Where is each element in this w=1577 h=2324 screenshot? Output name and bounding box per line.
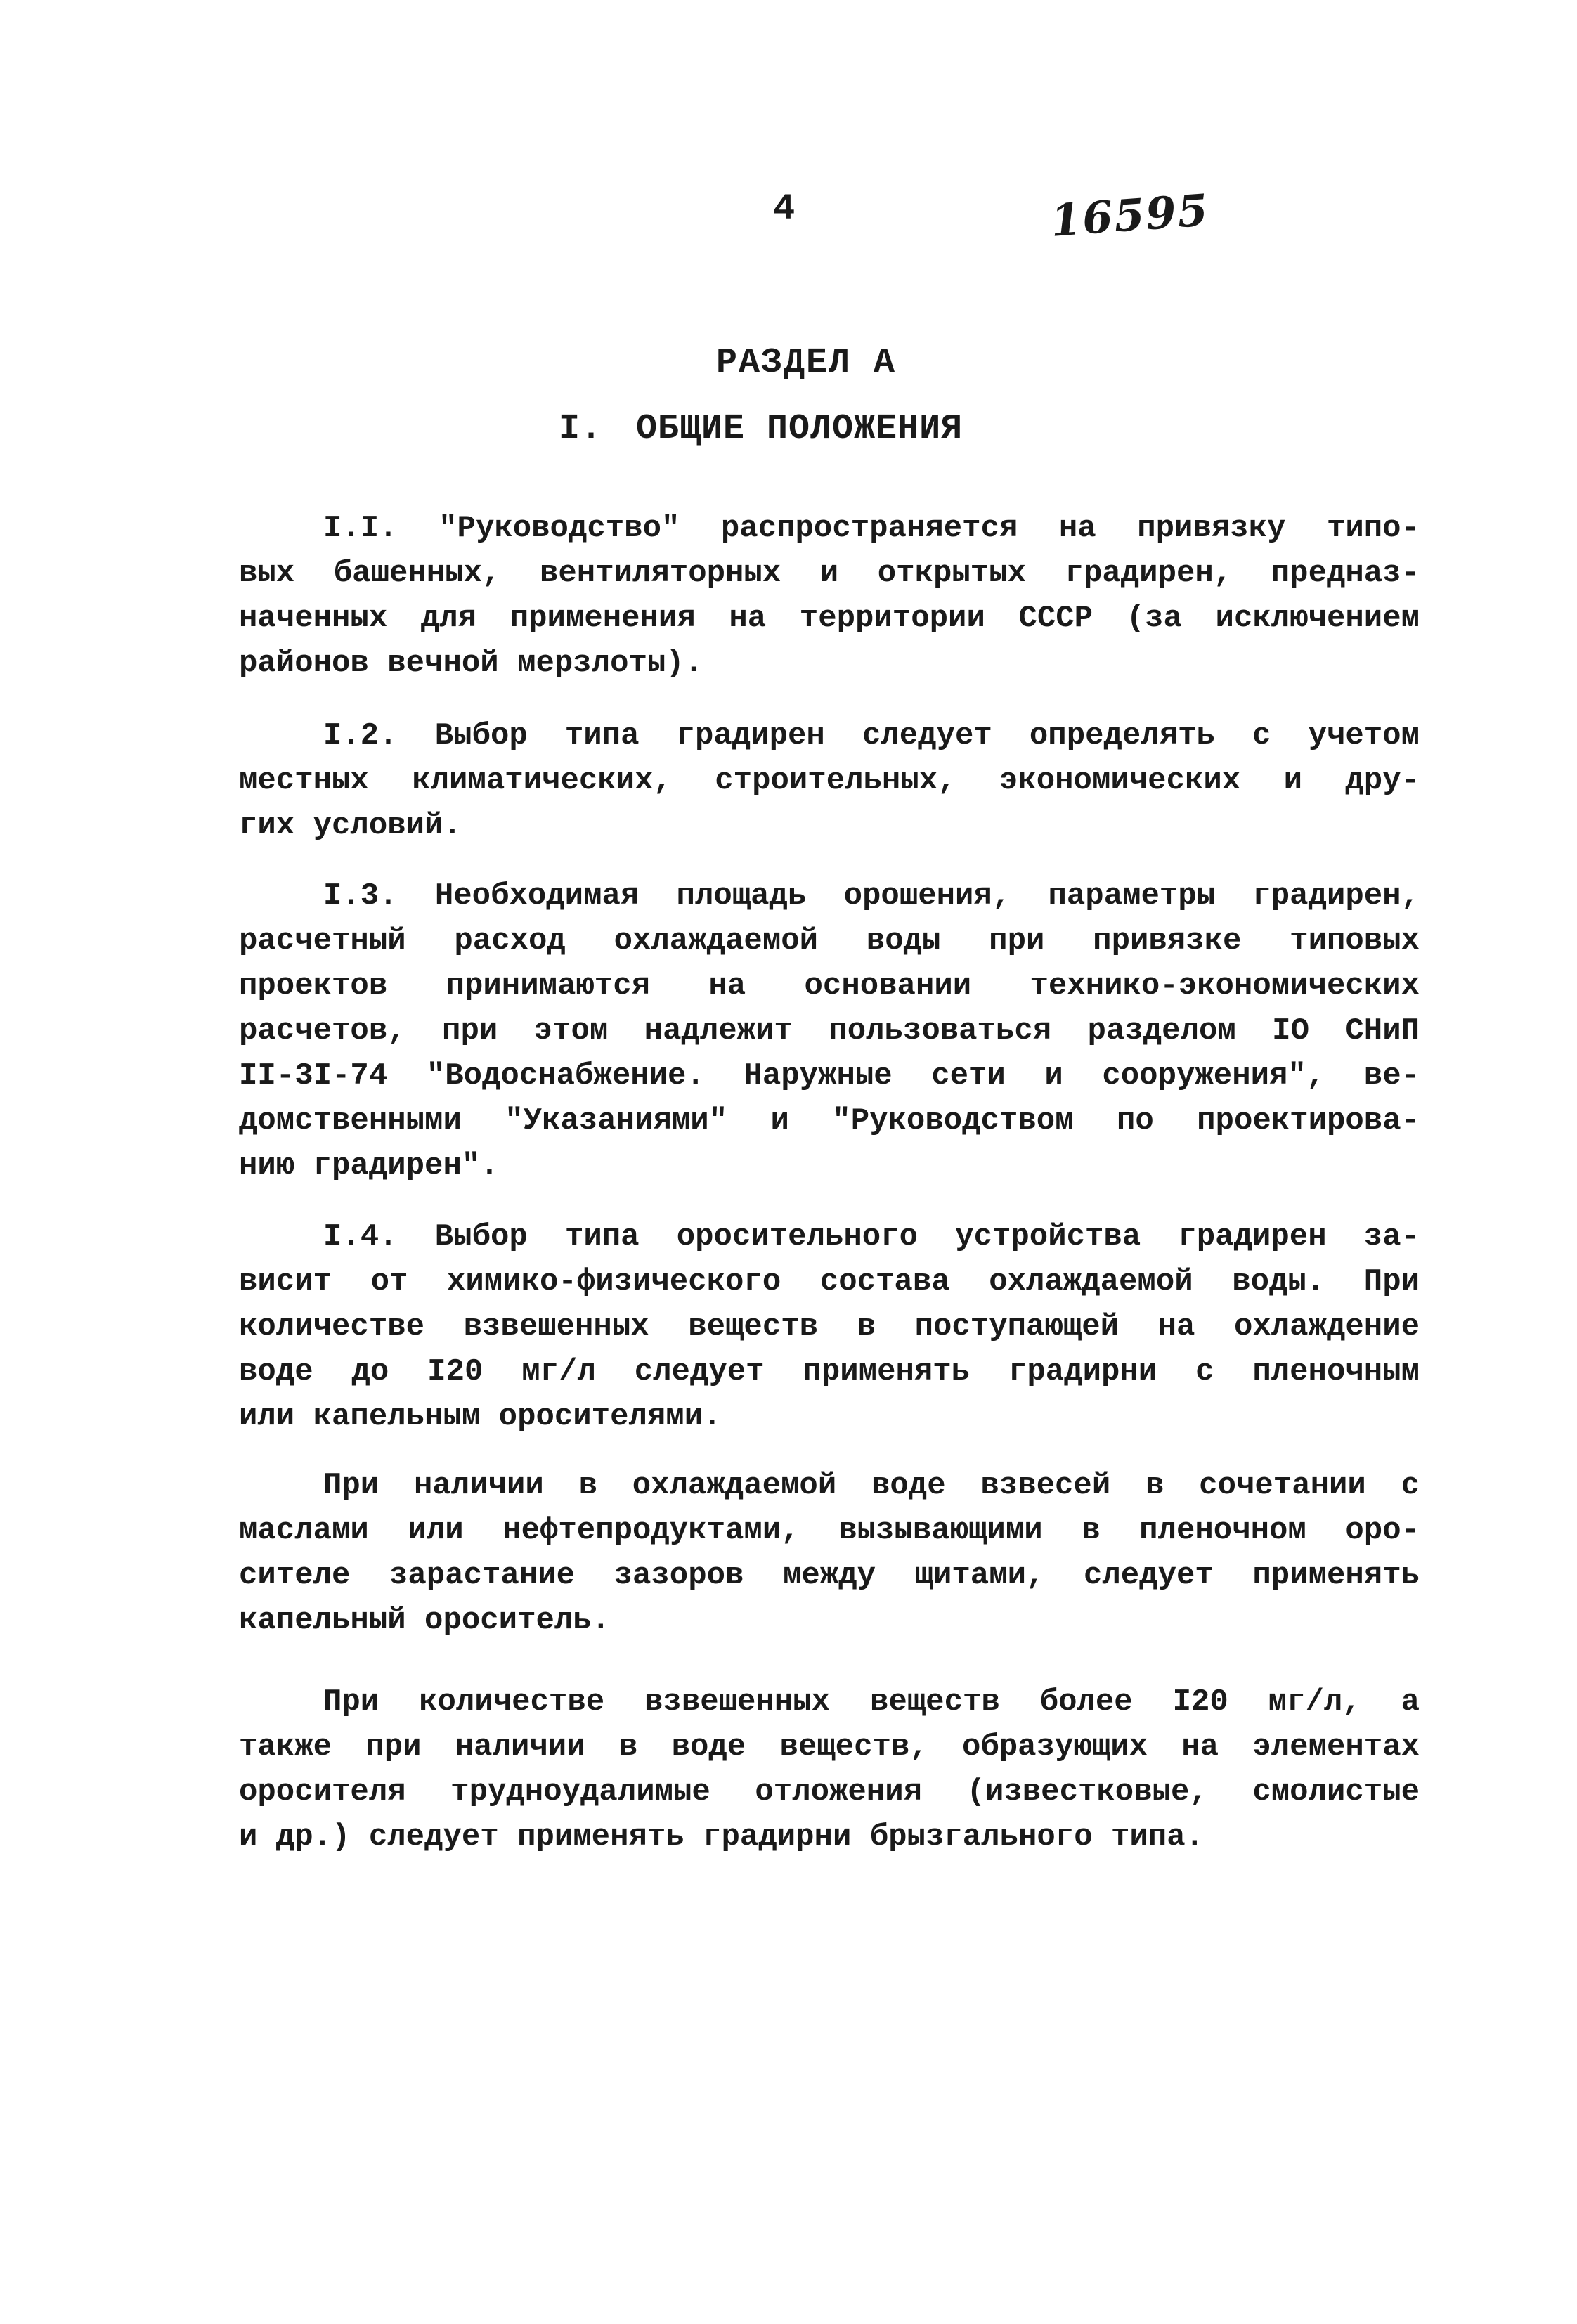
document-number-handwritten: 16595 [1049,184,1211,247]
text-line: местных климатических, строительных, экономических и дру- [239,763,1420,798]
paragraph-1-2 [239,713,1420,848]
text-line: оросителя трудноудалимые отложения (известковые, смолистые [239,1774,1420,1810]
text-line: нию градирен". [239,1148,499,1183]
text-line: I.3. Необходимая площадь орошения, параметры градирен, [323,878,1420,914]
text-line: вых башенных, вентиляторных и открытых градирен, предназ- [239,556,1420,591]
text-line: сителе зарастание зазоров между щитами, следует применять [239,1558,1420,1593]
text-line: II-3I-74 "Водоснабжение. Наружные сети и сооружения", ве- [239,1058,1420,1093]
text-line: I.4. Выбор типа оросительного устройства градирен за- [323,1219,1420,1254]
text-line: расчетный расход охлаждаемой воды при привязке типовых [239,923,1420,959]
paragraph-1-4 [239,1214,1420,1439]
text-line: висит от химико-физического состава охлаждаемой воды. При [239,1264,1420,1299]
chapter-number: I. [559,409,603,449]
text-line: I.I. "Руководство" распространяется на привязку типо- [323,511,1420,546]
paragraph-1-3 [239,874,1420,1188]
text-line: При количестве взвешенных веществ более I20 мг/л, а [323,1684,1420,1720]
text-line: маслами или нефтепродуктами, вызывающими в пленочном оро- [239,1513,1420,1548]
text-line: домственными "Указаниями" и "Руководством по проектирова- [239,1103,1420,1138]
text-line: районов вечной мерзлоты). [239,646,703,681]
text-line: проектов принимаются на основании технико-экономических [239,968,1420,1004]
text-line: При наличии в охлаждаемой воде взвесей в сочетании с [323,1468,1420,1503]
page-number: 4 [773,188,796,230]
paragraph-oils [239,1463,1420,1643]
text-line: расчетов, при этом надлежит пользоваться разделом IO СНиП [239,1013,1420,1049]
text-line: наченных для применения на территории СССР (за исключением [239,601,1420,636]
paragraph-1-1 [239,506,1420,686]
text-line: и др.) следует применять градирни брызгального типа. [239,1819,1205,1855]
chapter-title-text: ОБЩИЕ ПОЛОЖЕНИЯ [636,409,963,449]
section-title: РАЗДЕЛ А [715,343,897,383]
text-line: количестве взвешенных веществ в поступающей на охлаждение [239,1309,1420,1344]
text-line: также при наличии в воде веществ, образующих на элементах [239,1729,1420,1765]
text-line: или капельным оросителями. [239,1399,722,1434]
text-line: воде до I20 мг/л следует применять градирни с пленочным [239,1354,1420,1389]
chapter-title [559,409,963,449]
paragraph-spray-type [239,1680,1420,1859]
text-line: капельный ороситель. [239,1603,611,1638]
text-line: I.2. Выбор типа градирен следует определять с учетом [323,718,1420,753]
text-line: гих условий. [239,808,462,843]
